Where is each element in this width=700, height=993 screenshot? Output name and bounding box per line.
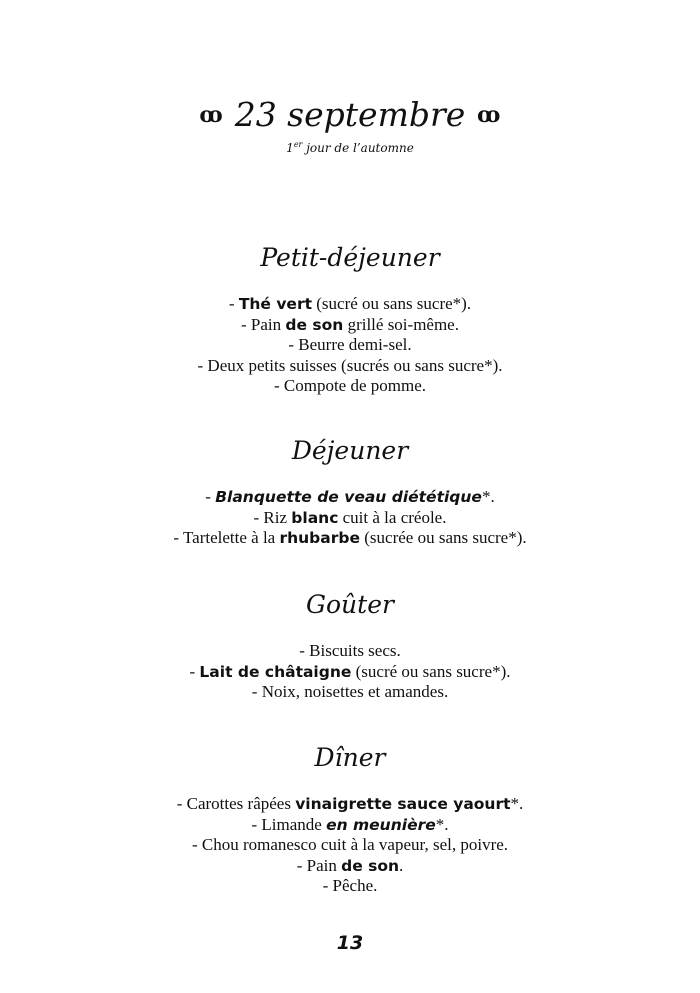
section-gouter [0,587,700,703]
list-item: - Deux petits suisses (sucrés ou sans sucre*). [197,355,503,375]
item-list [0,794,700,897]
list-item: - Tartelette à la rhubarbe (sucrée ou sans sucre*). [173,528,527,547]
list-item: - Chou romanesco cuit à la vapeur, sel, poivre. [191,835,509,854]
list-item: - Carottes râpées vinaigrette sauce yaourt*. [176,794,524,813]
list-item: - Blanquette de veau diététique*. [205,487,495,506]
list-item: - Pain de son. [296,855,404,875]
list-item: - Beurre demi-sel. [288,335,412,354]
title-line [0,92,700,138]
item-list [0,487,700,549]
section-dejeuner [0,433,700,549]
ornament-left-icon: ꝏ [199,102,223,128]
list-item: - Limande en meunière*. [251,814,449,834]
item-list [0,641,700,703]
ornament-right-icon: ꝏ [477,102,501,128]
page-title: 23 septembre [234,95,466,134]
list-item: - Lait de châtaigne (sucré ou sans sucre*). [189,661,511,681]
section-petit-dejeuner [0,240,700,397]
section-heading: Petit-déjeuner [260,243,440,272]
section-heading: Goûter [306,590,394,619]
page-header [0,92,700,155]
list-item: - Compote de pomme. [273,376,427,395]
list-item: - Pain de son grillé soi-même. [241,314,459,334]
list-item: - Riz blanc cuit à la créole. [253,507,447,527]
page-number: 13 [336,932,364,954]
list-item: - Biscuits secs. [299,641,401,660]
section-diner [0,740,700,897]
list-item: - Pêche. [322,876,378,895]
section-heading: Déjeuner [291,436,409,465]
section-heading: Dîner [314,743,386,772]
list-item: - Thé vert (sucré ou sans sucre*). [228,294,472,313]
list-item: - Noix, noisettes et amandes. [251,682,449,701]
item-list [0,294,700,397]
page-subtitle: 1er jour de l’automne [286,140,414,155]
